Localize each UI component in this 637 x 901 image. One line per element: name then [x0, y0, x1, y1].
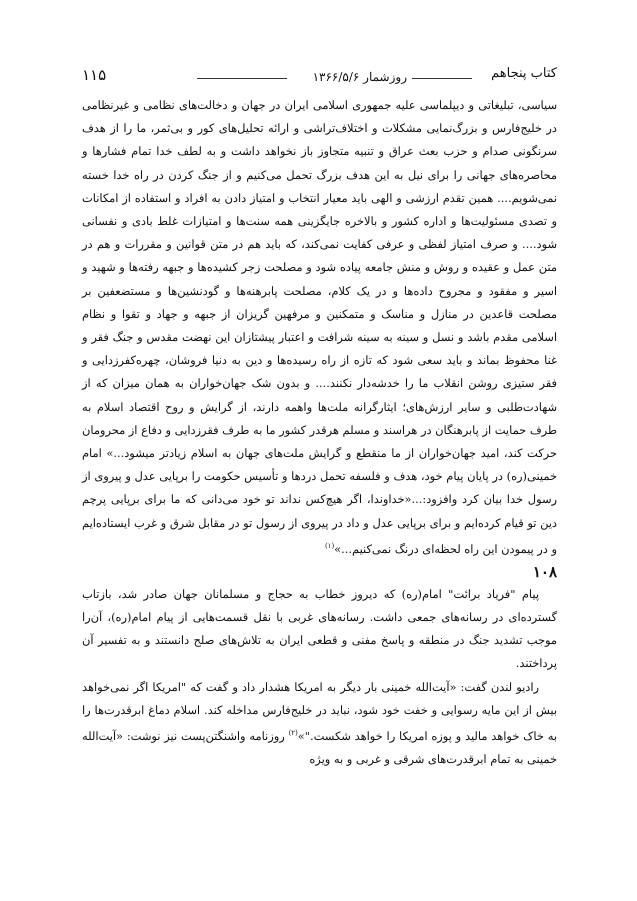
- page-number: ۱۱۵: [82, 66, 107, 84]
- header-rule-right: [412, 78, 472, 79]
- paragraph-3: [82, 676, 557, 772]
- footnote-marker-2: (۲): [288, 729, 298, 738]
- header-rule-left: [197, 78, 287, 79]
- page-body: [82, 94, 557, 771]
- book-title: کتاب پنجاهم: [491, 66, 557, 81]
- paragraph-1: [82, 94, 557, 561]
- diary-label: روزشمار ۱۳۶۶/۵/۶: [312, 70, 407, 84]
- paragraph-3-text-a: رادیو لندن گفت: «آیت‌الله خمینی بار دیگر به امریکا هشدار داد و گفت که "امریکا اگر نمی‌خواهد بیش از این مایه رسوایی و خفت خود شود، نباید در خلیج‌فارس مداخله کند. اسلام دماغ ابرقدرت‌ها را به خاک خواهد مالید و پوزه امریکا را خواهد شکست."»: [82, 679, 557, 743]
- paragraph-3-text-b: روزنامه واشنگتن‌پست نیز نوشت: «آیت‌الله خمینی به تمام ابرقدرت‌های شرقی و غربی و به ویژه: [82, 728, 557, 767]
- page-header: [82, 66, 557, 88]
- paragraph-2: پیام "فریاد برائت" امام(ره) که دیروز خطاب به حجاج و مسلمانان جهان صادر شد، بازتاب گسترده‌ای در رسانه‌های جمعی داشت. رسانه‌های غربی با نقل قسمت‌هایی از پیام امام(ره)، آن‌را موجب تشدید جنگ در منطقه و پاسخ مفنی و قطعی ایران به تلاش‌های صلح دانستند و به تفسیر آن پرداختند.: [82, 586, 557, 671]
- footnote-marker-1: (۱): [324, 541, 335, 550]
- section-number: ۱۰۸: [532, 562, 557, 581]
- paragraph-1-text: سیاسی، تبلیغاتی و دیپلماسی علیه جمهوری اسلامی ایران در جهان و دخالت‌های نظامی و غیرنظامی در خلیج‌فارس و بزرگ‌نمایی مشکلات و اختلاف‌تراشی و ارائه تحلیل‌های کور و بی‌ثمر، ما را از هدف سرنگونی صدام و حزب بعث عراق و تنبیه متجاوز باز نخواهد داشت و به لطف خدا تمام فشارها و محاصره‌های جهانی را برای نیل به این هدف بزرگ تحمل می‌کنیم و از جنگ کردن در راه خدا خسته نمی‌شویم.... همین تقدم ارزشی و الهی باید معیار انتخاب و امتیاز دادن به افراد و استفاده از امکانات و تصدی مسئولیت‌ها و اداره کشور و بالاخره جایگزینی همه سنت‌ها و امتیازات غلط بادی و نفسانی شود.... و صرف امتیاز لفظی و عرفی کفایت نمی‌کند، که باید هم در متن قوانین و مقررات و هم در متن عمل و عقیده و روش و منش جامعه پیاده شود و مصلحت زجر کشیده‌ها و جبهه رفته‌ها و شهید و اسیر و مفقود و مجروح داده‌ها و در یک کلام، مصلحت پابرهنه‌ها و گودنشین‌ها و مستضعفین بر مصلحت قاعدین در منازل و مناسک و متمکنین و مرفهین گریزان از جبهه و جهاد و تقوا و نظام اسلامی مقدم باشد و نسل و سینه به سینه شرافت و اعتبار پیشتازان این نهضت مقدس و جنگ فقر و غنا محفوظ بماند و باید سعی شود که تازه از راه رسیده‌ها و دین به دنیا فروشان، چهره‌کفرزدایی و فقر ستیزی روشن انقلاب ما را خدشه‌دار نکنند.... و بدون شک جهان‌خواران به همان میزان که از شهادت‌طلبی و سایر ارزش‌های؛ ایثارگرانه ملت‌ها واهمه دارند، از گرایش و روح اقتصاد اسلام به طرف حمایت از پابرهنگان در هراسند و مسلم هرقدر کشور ما به طرف فقرزدایی و دفاع از محرومان حرکت کند، امید جهان‌خواران از ما منقطع و گرایش ملت‌های جهان به اسلام زیادتر میشود...» امام خمینی(ره) در پایان پیام خود، هدف و فلسفه تحمل دردها و تأسیس حکومت را برپایی عدل و پیروی از رسول خدا بیان کرد وافزود:...«خداوندا، اگر هیچ‌کس نداند تو خود می‌دانی که ما برای برپایی پرچم دین تو قیام کرده‌ایم و برای برپایی عدل و داد در پیروی از رسول تو در مقابل شرق و غرب ایستاده‌ایم و در پیمودن این راه لحظه‌ای درنگ نمی‌کنیم...»: [82, 98, 557, 556]
